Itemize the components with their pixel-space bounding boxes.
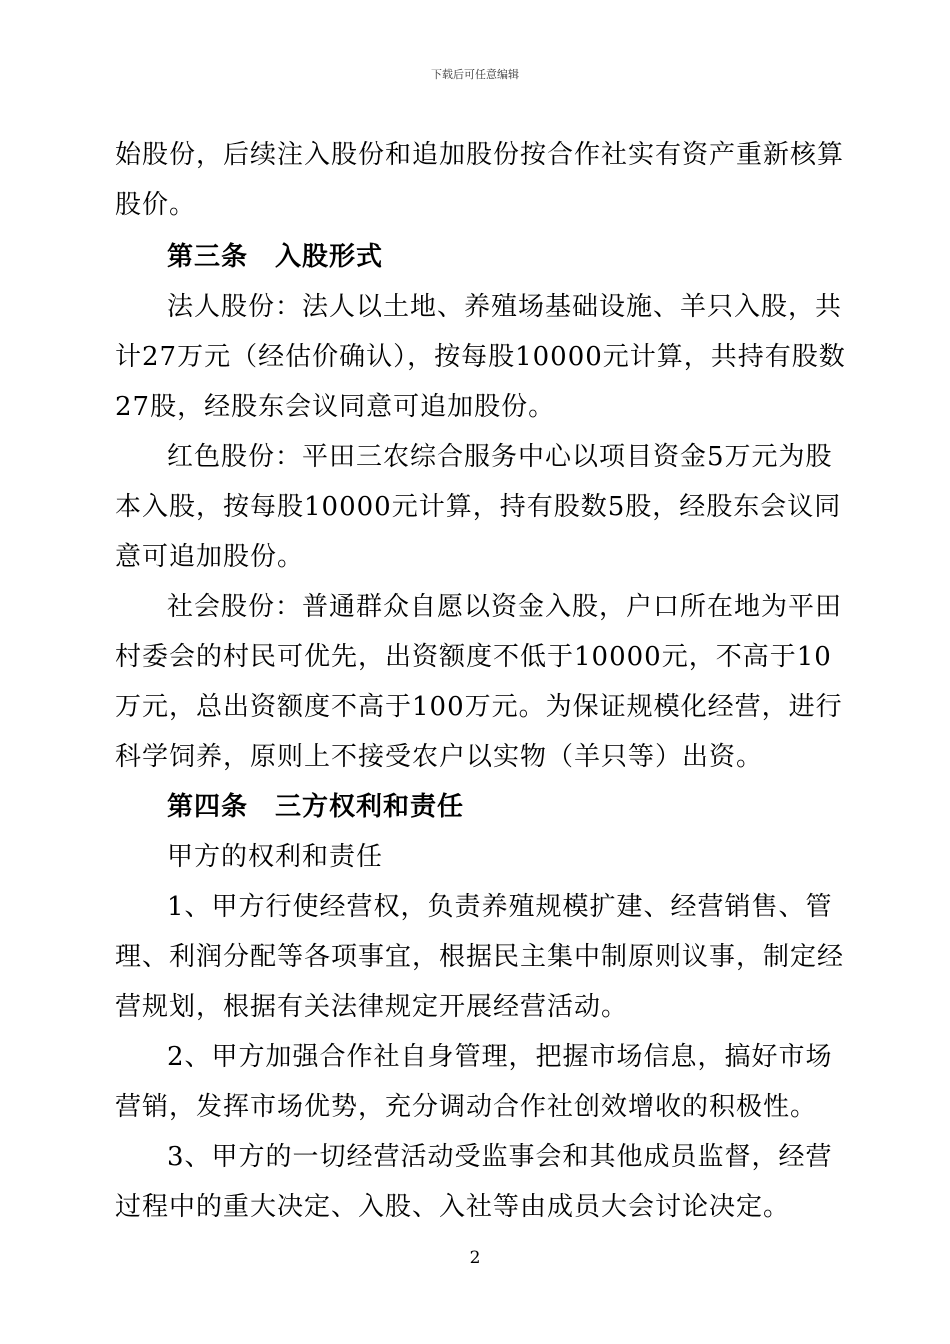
paragraph-red-shares: 红色股份：平田三农综合服务中心以项目资金5万元为股本入股，按每股10000元计算，持有股数5股，经股东会议同意可追加股份。 — [115, 442, 842, 572]
paragraph-party-a-title: 甲方的权利和责任 — [167, 842, 384, 872]
paragraph-continuation: 始股份，后续注入股份和追加股份按合作社实有资产重新核算股价。 — [115, 140, 845, 220]
paragraph-legal-shares: 法人股份：法人以土地、养殖场基础设施、羊只入股，共计27万元（经估价确认），按每股10000元计算，共持有股数27股，经股东会议同意可追加股份。 — [115, 292, 846, 422]
page-number: 2 — [469, 1248, 481, 1268]
article-3-heading: 第三条 入股形式 — [167, 242, 384, 272]
paragraph-item-3: 3、甲方的一切经营活动受监事会和其他成员监督，经营过程中的重大决定、入股、入社等由成员大会讨论决定。 — [115, 1142, 833, 1222]
document-body — [115, 130, 855, 1232]
paragraph-item-1: 1、甲方行使经营权，负责养殖规模扩建、经营销售、管理、利润分配等各项事宜，根据民主集中制原则议事，制定经营规划，根据有关法律规定开展经营活动。 — [115, 892, 845, 1022]
page-header-note: 下载后可任意编辑 — [431, 68, 519, 81]
paragraph-item-2: 2、甲方加强合作社自身管理，把握市场信息，搞好市场营销，发挥市场优势，充分调动合作社创效增收的积极性。 — [115, 1042, 833, 1122]
article-4-heading: 第四条 三方权利和责任 — [167, 792, 465, 822]
paragraph-social-shares: 社会股份：普通群众自愿以资金入股，户口所在地为平田村委会的村民可优先，出资额度不低于10000元，不高于10万元，总出资额度不高于100万元。为保证规模化经营，进行科学饲养，原则上不接受农户以实物（羊只等）出资。 — [115, 592, 843, 772]
